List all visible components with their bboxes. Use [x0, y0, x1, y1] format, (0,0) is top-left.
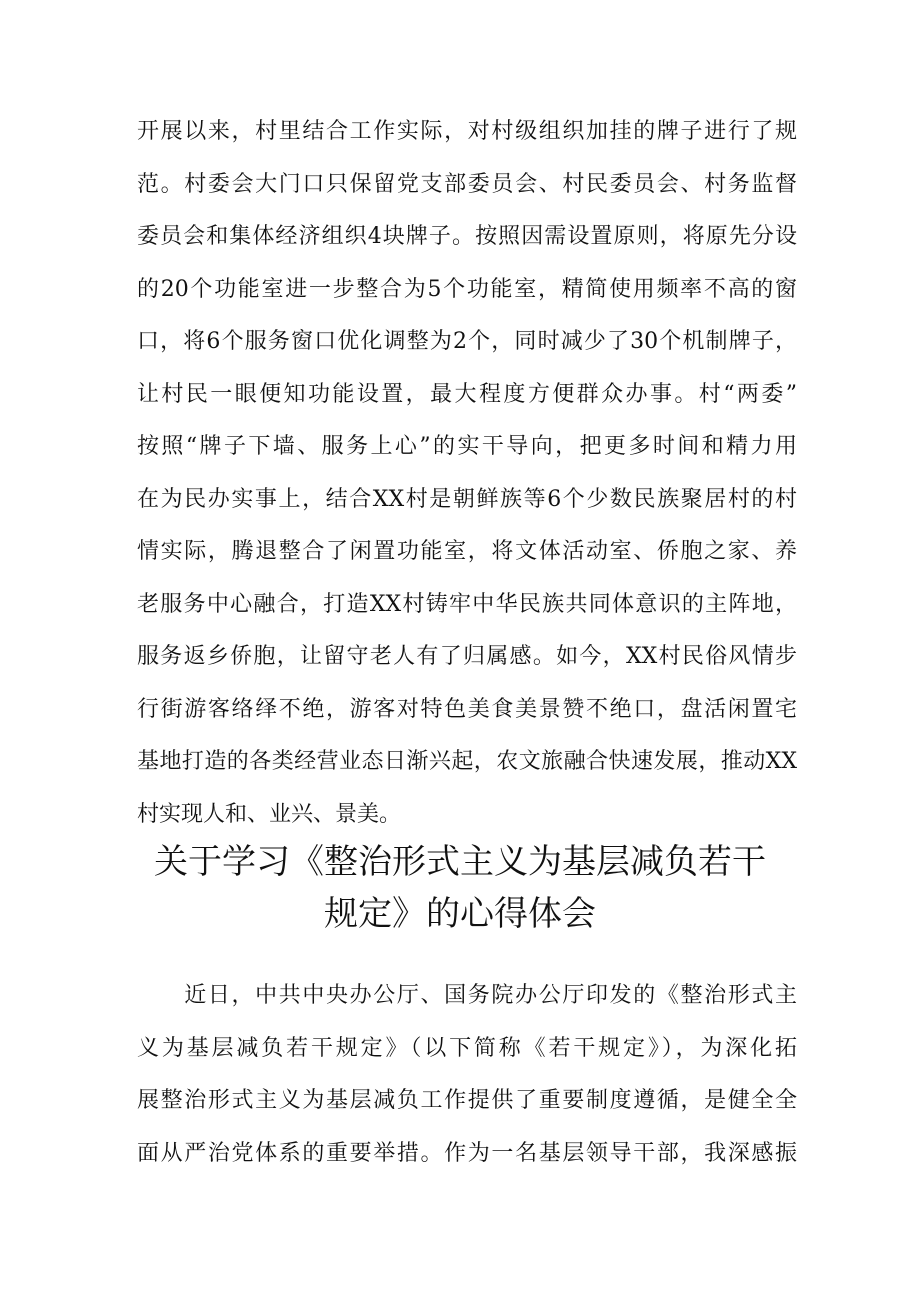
text-line: 情实际，腾退整合了闲置功能室，将文体活动室、侨胞之家、养	[137, 539, 797, 564]
text-line: 让村民一眼便知功能设置，最大程度方便群众办事。村“两委”	[137, 381, 797, 407]
text-line: 委员会和集体经济组织4块牌子。按照因需设置原则，将原先分设	[137, 224, 797, 249]
paragraph-reflection-intro	[137, 970, 797, 1180]
title-line-1: 关于学习《整治形式主义为基层减负若干	[154, 842, 766, 882]
text-line: 开展以来，村里结合工作实际，对村级组织加挂的牌子进行了规	[137, 119, 797, 144]
title-line-2: 规定》的心得体会	[324, 894, 596, 934]
text-line: 按照“牌子下墙、服务上心”的实干导向，把更多时间和精力用	[137, 434, 797, 459]
text-line: 范。村委会大门口只保留党支部委员会、村民委员会、村务监督	[137, 171, 797, 197]
text-line: 行街游客络绎不绝，游客对特色美食美景赞不绝口，盘活闲置宅	[137, 696, 797, 722]
text-line: 基地打造的各类经营业态日渐兴起，农文旅融合快速发展，推动XX	[137, 749, 797, 774]
text-line: 义为基层减负若干规定》（以下简称《若干规定》），为深化拓	[137, 1035, 797, 1061]
text-line: 近日，中共中央办公厅、国务院办公厅印发的《整治形式主	[137, 983, 797, 1008]
text-line: 口，将6个服务窗口优化调整为2个，同时减少了30个机制牌子，	[137, 329, 797, 354]
text-line: 服务返乡侨胞，让留守老人有了归属感。如今，XX村民俗风情步	[137, 644, 797, 669]
text-line: 村实现人和、业兴、景美。	[137, 801, 402, 827]
text-line: 面从严治党体系的重要举措。作为一名基层领导干部，我深感振	[137, 1140, 797, 1166]
text-line: 在为民办实事上，结合XX村是朝鲜族等6个少数民族聚居村的村	[137, 486, 797, 512]
text-line: 展整治形式主义为基层减负工作提供了重要制度遵循，是健全全	[137, 1088, 797, 1113]
section-title	[110, 836, 810, 940]
text-line: 老服务中心融合，打造XX村铸牢中华民族共同体意识的主阵地，	[137, 591, 797, 617]
paragraph-village-signboards	[137, 106, 797, 841]
text-line: 的20个功能室进一步整合为5个功能室，精简使用频率不高的窗	[137, 276, 797, 302]
